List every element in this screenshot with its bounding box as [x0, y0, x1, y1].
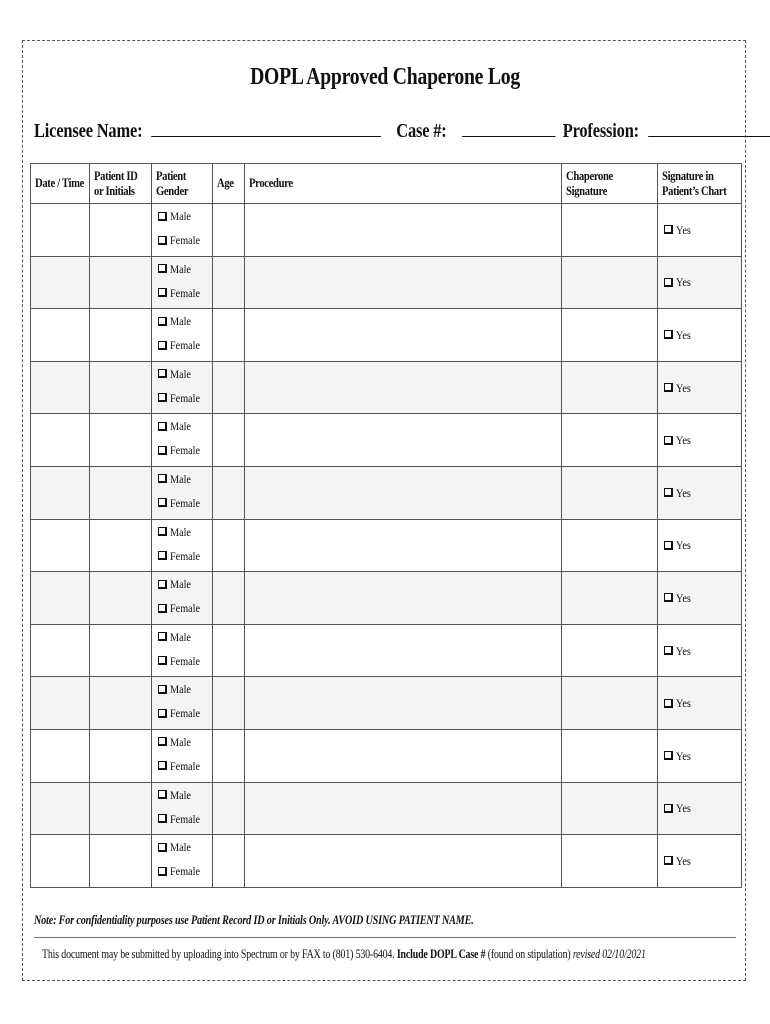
profession-field[interactable] [648, 118, 770, 137]
date-time-cell[interactable] [31, 835, 90, 888]
female-option[interactable]: Female [158, 491, 212, 515]
age-cell[interactable] [213, 519, 245, 572]
date-time-cell[interactable] [31, 782, 90, 835]
gender-cell [152, 729, 213, 782]
female-option[interactable]: Female [158, 649, 212, 673]
date-time-cell[interactable] [31, 361, 90, 414]
patient-id-cell[interactable] [90, 361, 152, 414]
age-cell[interactable] [213, 729, 245, 782]
chart-signature-cell [658, 835, 742, 888]
procedure-cell[interactable] [245, 361, 562, 414]
checkbox-icon[interactable] [158, 474, 167, 483]
procedure-cell[interactable] [245, 835, 562, 888]
procedure-cell[interactable] [245, 677, 562, 730]
chaperone-signature-cell[interactable] [562, 204, 658, 257]
age-cell[interactable] [213, 782, 245, 835]
checkbox-icon[interactable] [158, 236, 167, 245]
yes-option[interactable]: Yes [664, 323, 741, 347]
confidentiality-note: Note: For confidentiality purposes use Patient Record ID or Initials Only. AVOID USING PATIENT NAME. [34, 912, 474, 927]
gender-cell [152, 572, 213, 625]
male-option[interactable]: Male [158, 467, 212, 491]
checkbox-icon[interactable] [158, 685, 167, 694]
chaperone-signature-cell[interactable] [562, 309, 658, 362]
checkbox-icon[interactable] [158, 604, 167, 613]
age-cell[interactable] [213, 835, 245, 888]
male-option[interactable]: Male [158, 204, 212, 228]
checkbox-icon[interactable] [158, 843, 167, 852]
date-time-cell[interactable] [31, 256, 90, 309]
patient-id-cell[interactable] [90, 677, 152, 730]
female-option[interactable]: Female [158, 333, 212, 357]
checkbox-icon[interactable] [158, 867, 167, 876]
column-header-chaperone-signature: Chaperone Signature [562, 164, 658, 204]
female-option[interactable]: Female [158, 701, 212, 725]
procedure-cell[interactable] [245, 309, 562, 362]
chaperone-signature-cell[interactable] [562, 361, 658, 414]
procedure-cell[interactable] [245, 572, 562, 625]
checkbox-icon[interactable] [664, 383, 673, 392]
column-header-procedure: Procedure [245, 164, 562, 204]
column-header-age: Age [213, 164, 245, 204]
patient-id-cell[interactable] [90, 309, 152, 362]
checkbox-icon[interactable] [158, 212, 167, 221]
checkbox-icon[interactable] [664, 225, 673, 234]
age-cell[interactable] [213, 204, 245, 257]
footer-text: This document may be submitted by uploading into Spectrum or by FAX to (801) 530-6404. Include DOPL Case # (found on stipulation) revised 02/10/2021 [42, 946, 646, 961]
date-time-cell[interactable] [31, 572, 90, 625]
table-row [31, 624, 742, 677]
age-cell[interactable] [213, 256, 245, 309]
checkbox-icon[interactable] [664, 330, 673, 339]
table-row [31, 414, 742, 467]
male-option[interactable]: Male [158, 572, 212, 596]
procedure-cell[interactable] [245, 782, 562, 835]
table-row [31, 835, 742, 888]
patient-id-cell[interactable] [90, 256, 152, 309]
chaperone-signature-cell[interactable] [562, 835, 658, 888]
procedure-cell[interactable] [245, 729, 562, 782]
patient-id-cell[interactable] [90, 624, 152, 677]
checkbox-icon[interactable] [158, 814, 167, 823]
female-option[interactable]: Female [158, 596, 212, 620]
patient-id-cell[interactable] [90, 572, 152, 625]
date-time-cell[interactable] [31, 414, 90, 467]
profession-label: Profession: [562, 120, 639, 142]
age-cell[interactable] [213, 677, 245, 730]
gender-cell [152, 677, 213, 730]
gender-cell [152, 519, 213, 572]
checkbox-icon[interactable] [158, 288, 167, 297]
case-number-label: Case #: [396, 120, 447, 142]
checkbox-icon[interactable] [158, 422, 167, 431]
checkbox-icon[interactable] [158, 369, 167, 378]
yes-option[interactable]: Yes [664, 428, 741, 452]
yes-option[interactable]: Yes [664, 639, 741, 663]
table-row [31, 256, 742, 309]
date-time-cell[interactable] [31, 677, 90, 730]
checkbox-icon[interactable] [664, 856, 673, 865]
licensee-name-field[interactable] [151, 118, 381, 137]
checkbox-icon[interactable] [664, 436, 673, 445]
chaperone-signature-cell[interactable] [562, 414, 658, 467]
age-cell[interactable] [213, 414, 245, 467]
yes-option[interactable]: Yes [664, 218, 741, 242]
male-option[interactable]: Male [158, 783, 212, 807]
chart-signature-cell [658, 361, 742, 414]
checkbox-icon[interactable] [158, 761, 167, 770]
female-option[interactable]: Female [158, 386, 212, 410]
chaperone-signature-cell[interactable] [562, 677, 658, 730]
page-title: DOPL Approved Chaperone Log [250, 64, 520, 90]
yes-option[interactable]: Yes [664, 270, 741, 294]
table-row [31, 309, 742, 362]
chart-signature-cell [658, 572, 742, 625]
gender-cell [152, 782, 213, 835]
chaperone-signature-cell[interactable] [562, 572, 658, 625]
table-row [31, 729, 742, 782]
checkbox-icon[interactable] [158, 446, 167, 455]
checkbox-icon[interactable] [158, 737, 167, 746]
table-row [31, 782, 742, 835]
chaperone-signature-cell[interactable] [562, 256, 658, 309]
column-header-chart-signature: Signature in Patient’s Chart [658, 164, 742, 204]
table-row [31, 466, 742, 519]
male-option[interactable]: Male [158, 730, 212, 754]
chaperone-signature-cell[interactable] [562, 466, 658, 519]
licensee-name-label: Licensee Name: [34, 120, 143, 142]
checkbox-icon[interactable] [158, 709, 167, 718]
checkbox-icon[interactable] [664, 751, 673, 760]
table-row [31, 204, 742, 257]
age-cell[interactable] [213, 624, 245, 677]
gender-cell [152, 466, 213, 519]
checkbox-icon[interactable] [158, 393, 167, 402]
checkbox-icon[interactable] [158, 790, 167, 799]
gender-cell [152, 309, 213, 362]
checkbox-icon[interactable] [664, 804, 673, 813]
checkbox-icon[interactable] [664, 488, 673, 497]
column-header-gender: Patient Gender [152, 164, 213, 204]
yes-option[interactable]: Yes [664, 533, 741, 557]
case-number-field[interactable] [462, 118, 555, 137]
yes-option[interactable]: Yes [664, 849, 741, 873]
patient-id-cell[interactable] [90, 729, 152, 782]
chart-signature-cell [658, 414, 742, 467]
female-option[interactable]: Female [158, 859, 212, 883]
chaperone-log-table [30, 163, 742, 888]
age-cell[interactable] [213, 466, 245, 519]
checkbox-icon[interactable] [158, 632, 167, 641]
age-cell[interactable] [213, 309, 245, 362]
chart-signature-cell [658, 309, 742, 362]
age-cell[interactable] [213, 572, 245, 625]
footer-divider [34, 937, 736, 938]
procedure-cell[interactable] [245, 519, 562, 572]
checkbox-icon[interactable] [158, 341, 167, 350]
checkbox-icon[interactable] [158, 580, 167, 589]
procedure-cell[interactable] [245, 624, 562, 677]
date-time-cell[interactable] [31, 309, 90, 362]
checkbox-icon[interactable] [158, 551, 167, 560]
male-option[interactable]: Male [158, 309, 212, 333]
male-option[interactable]: Male [158, 520, 212, 544]
female-option[interactable]: Female [158, 807, 212, 831]
date-time-cell[interactable] [31, 466, 90, 519]
female-option[interactable]: Female [158, 438, 212, 462]
date-time-cell[interactable] [31, 729, 90, 782]
patient-id-cell[interactable] [90, 782, 152, 835]
procedure-cell[interactable] [245, 414, 562, 467]
column-header-patient-id: Patient ID or Initials [90, 164, 152, 204]
chart-signature-cell [658, 729, 742, 782]
female-option[interactable]: Female [158, 544, 212, 568]
gender-cell [152, 835, 213, 888]
chaperone-signature-cell[interactable] [562, 729, 658, 782]
checkbox-icon[interactable] [664, 593, 673, 602]
patient-id-cell[interactable] [90, 466, 152, 519]
procedure-cell[interactable] [245, 204, 562, 257]
gender-cell [152, 414, 213, 467]
yes-option[interactable]: Yes [664, 376, 741, 400]
checkbox-icon[interactable] [664, 699, 673, 708]
header-fields [34, 118, 770, 143]
yes-option[interactable]: Yes [664, 586, 741, 610]
male-option[interactable]: Male [158, 625, 212, 649]
patient-id-cell[interactable] [90, 835, 152, 888]
table-header-row [31, 164, 742, 204]
yes-option[interactable]: Yes [664, 744, 741, 768]
patient-id-cell[interactable] [90, 204, 152, 257]
male-option[interactable]: Male [158, 835, 212, 859]
column-header-date-time: Date / Time [31, 164, 90, 204]
chart-signature-cell [658, 466, 742, 519]
checkbox-icon[interactable] [158, 498, 167, 507]
patient-id-cell[interactable] [90, 519, 152, 572]
chart-signature-cell [658, 256, 742, 309]
table-row [31, 361, 742, 414]
chart-signature-cell [658, 624, 742, 677]
yes-option[interactable]: Yes [664, 796, 741, 820]
yes-option[interactable]: Yes [664, 481, 741, 505]
table-row [31, 519, 742, 572]
date-time-cell[interactable] [31, 624, 90, 677]
female-option[interactable]: Female [158, 754, 212, 778]
chart-signature-cell [658, 519, 742, 572]
gender-cell [152, 256, 213, 309]
date-time-cell[interactable] [31, 519, 90, 572]
checkbox-icon[interactable] [158, 264, 167, 273]
chart-signature-cell [658, 204, 742, 257]
procedure-cell[interactable] [245, 256, 562, 309]
age-cell[interactable] [213, 361, 245, 414]
gender-cell [152, 204, 213, 257]
chart-signature-cell [658, 677, 742, 730]
chaperone-signature-cell[interactable] [562, 624, 658, 677]
male-option[interactable]: Male [158, 362, 212, 386]
patient-id-cell[interactable] [90, 414, 152, 467]
male-option[interactable]: Male [158, 257, 212, 281]
gender-cell [152, 624, 213, 677]
yes-option[interactable]: Yes [664, 691, 741, 715]
chaperone-signature-cell[interactable] [562, 782, 658, 835]
chaperone-signature-cell[interactable] [562, 519, 658, 572]
male-option[interactable]: Male [158, 677, 212, 701]
male-option[interactable]: Male [158, 414, 212, 438]
table-row [31, 572, 742, 625]
checkbox-icon[interactable] [158, 656, 167, 665]
chart-signature-cell [658, 782, 742, 835]
checkbox-icon[interactable] [158, 527, 167, 536]
gender-cell [152, 361, 213, 414]
checkbox-icon[interactable] [664, 541, 673, 550]
checkbox-icon[interactable] [158, 317, 167, 326]
procedure-cell[interactable] [245, 466, 562, 519]
checkbox-icon[interactable] [664, 646, 673, 655]
date-time-cell[interactable] [31, 204, 90, 257]
female-option[interactable]: Female [158, 281, 212, 305]
female-option[interactable]: Female [158, 228, 212, 252]
checkbox-icon[interactable] [664, 278, 673, 287]
table-row [31, 677, 742, 730]
